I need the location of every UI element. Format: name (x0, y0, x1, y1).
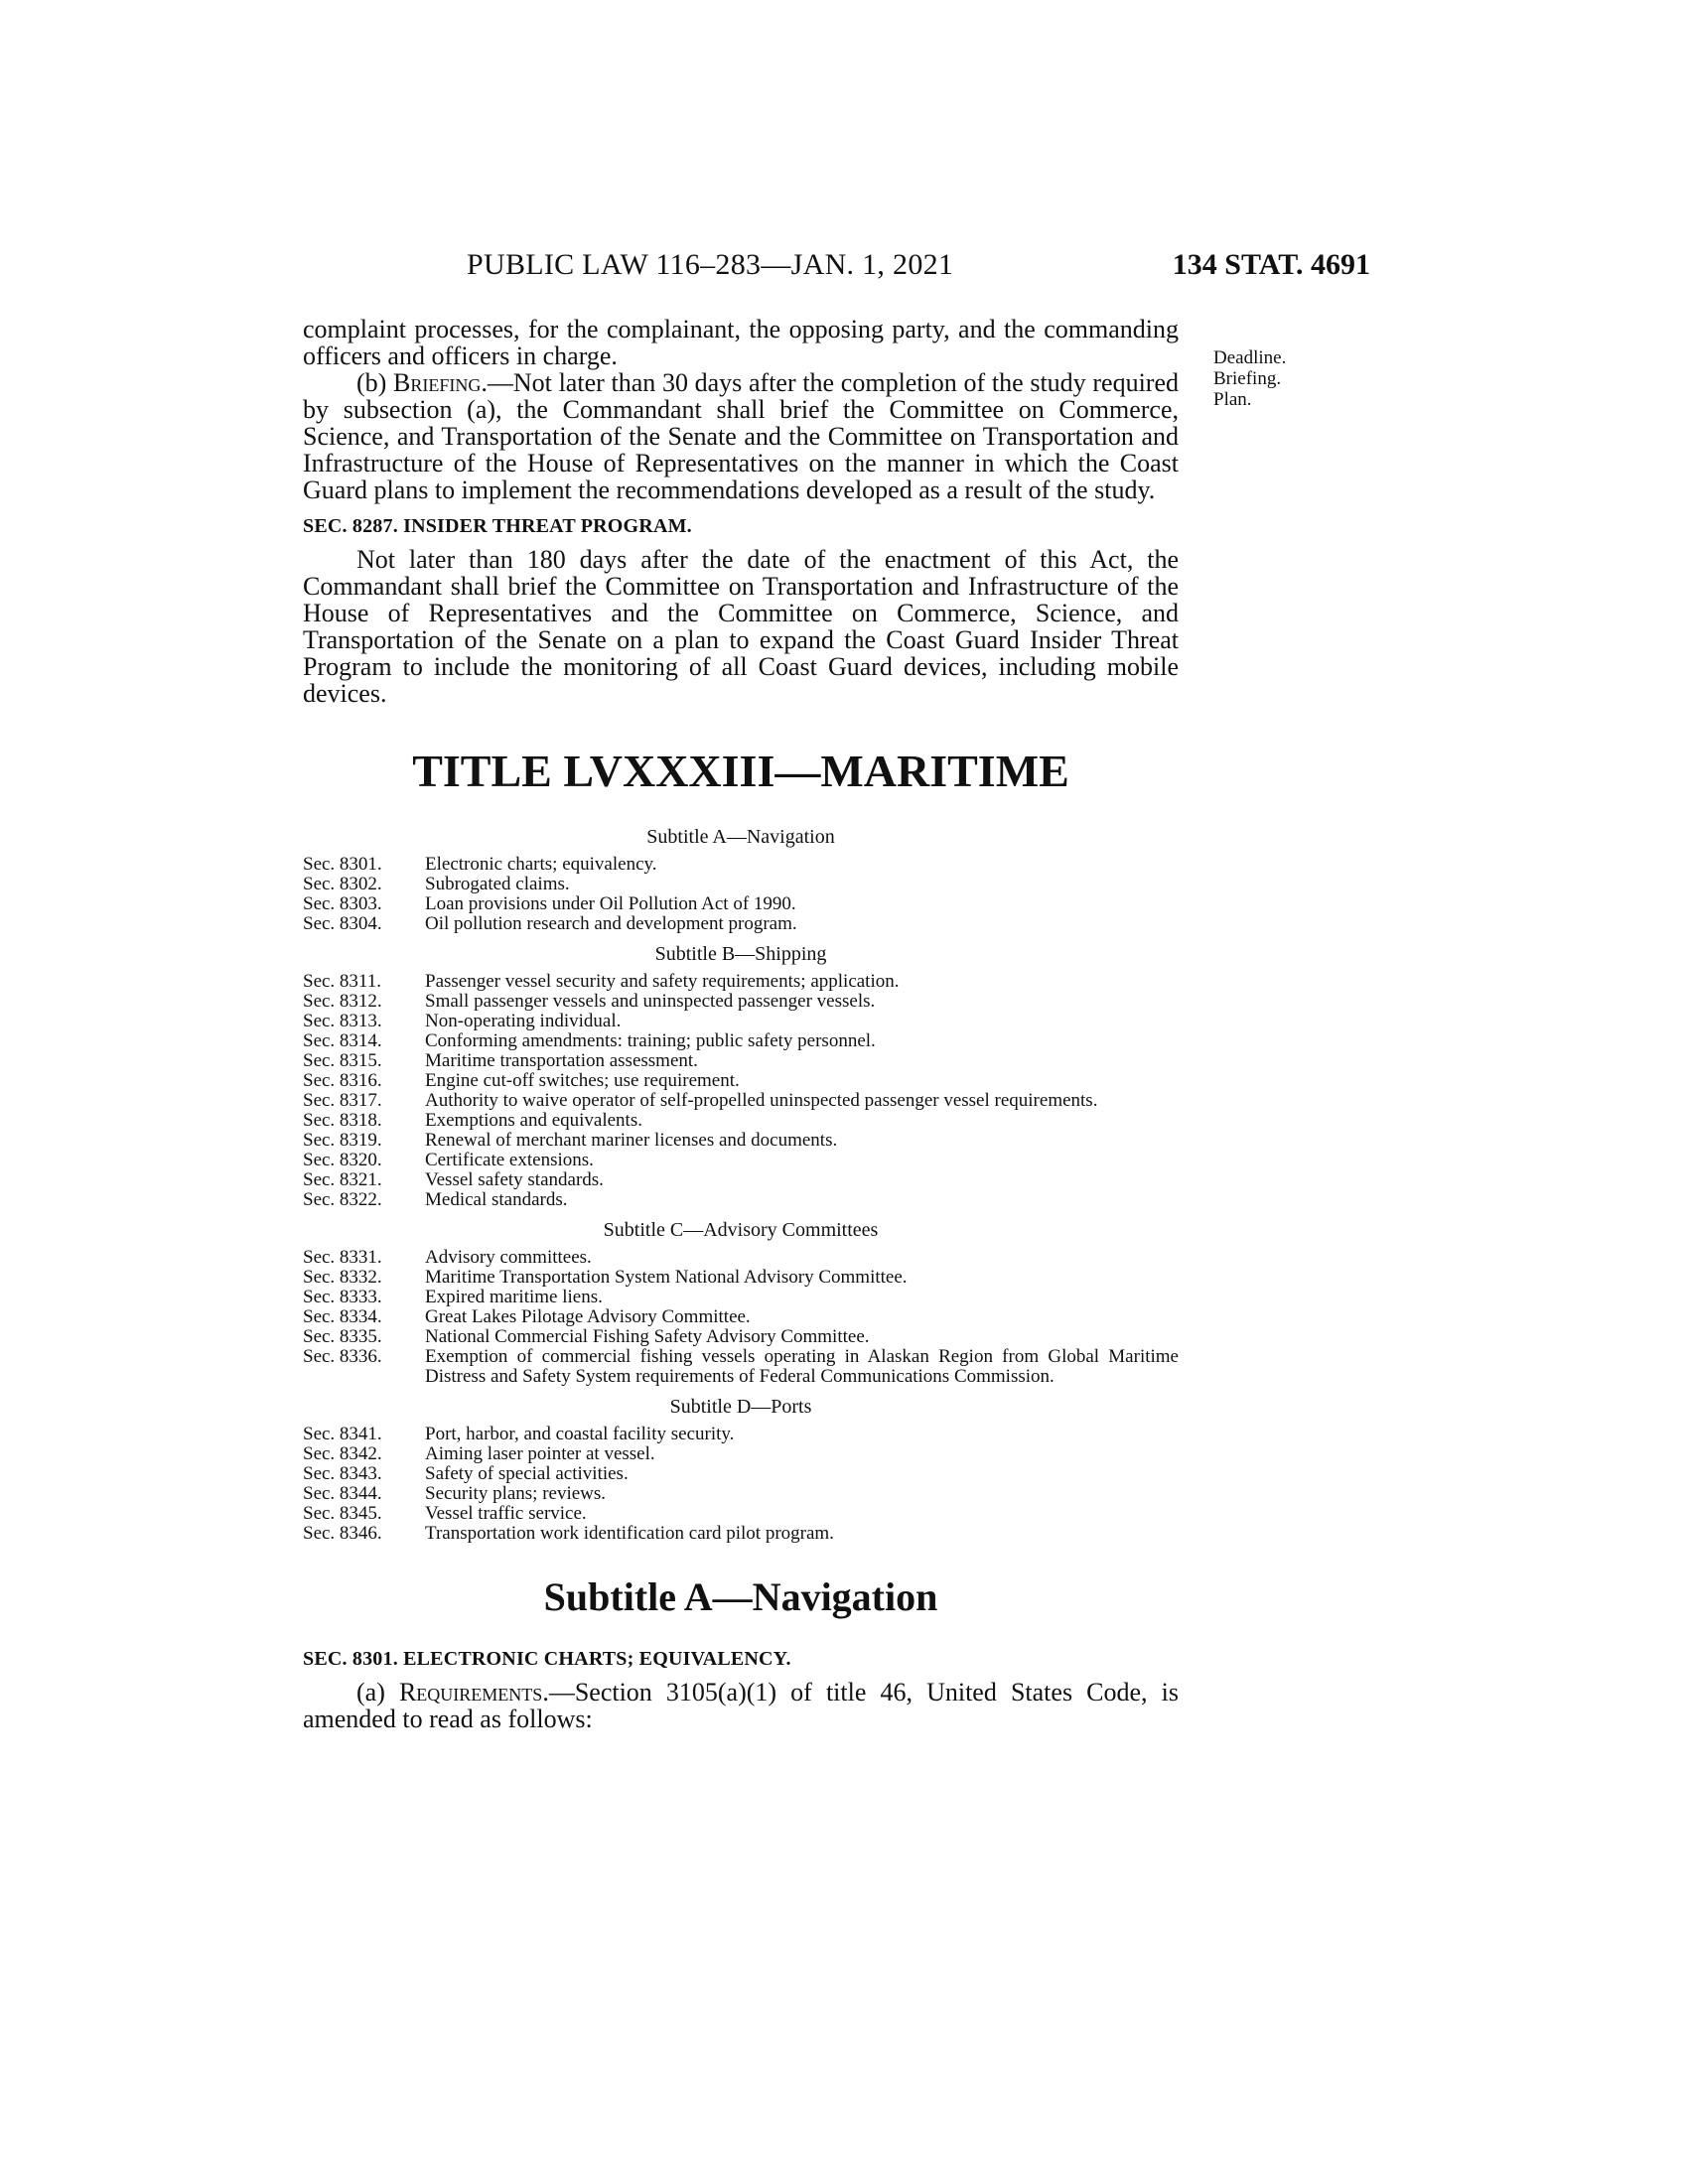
subtitle-heading: Subtitle A—Navigation (543, 1574, 938, 1619)
toc-section-title: Exemption of commercial fishing vessels operating in Alaskan Region from Global Maritime Distress and Safety System requirements of Federal Communications Commission. (425, 1346, 1179, 1387)
toc-section-number: Sec. 8334. (303, 1306, 382, 1327)
toc-subtitle-heading: Subtitle C—Advisory Committees (603, 1219, 879, 1241)
toc-section-title: Medical standards. (425, 1189, 568, 1210)
toc-section-title: Non-operating individual. (425, 1011, 622, 1031)
section-heading: SEC. 8287. INSIDER THREAT PROGRAM. (303, 515, 692, 537)
margin-notes (1213, 347, 1286, 410)
toc-section-number: Sec. 8315. (303, 1050, 382, 1071)
toc-section-title: Aiming laser pointer at vessel. (425, 1443, 655, 1464)
title-heading: TITLE LVXXXIII—MARITIME (412, 746, 1069, 796)
subsection-label: (b) (356, 368, 394, 397)
toc-item (303, 1170, 1179, 1190)
subsection-text: .—Not later than 30 days after the completion of the study required by subsection (a), the Commandant shall brief the Committee on Commerce, Science, and Transportation of the Senate and the Committee on Transportation and Infrastructure of the House of Representatives on the manner in which the Coast Guard plans to implement the recommendations developed as a result of the study. (303, 368, 1179, 504)
toc-item (303, 1504, 1179, 1524)
toc-section-title: Advisory committees. (425, 1247, 592, 1268)
toc-subtitle-heading: Subtitle D—Ports (669, 1396, 812, 1418)
toc-section-number: Sec. 8319. (303, 1130, 382, 1151)
toc-section-number: Sec. 8332. (303, 1267, 382, 1288)
section-paragraph: Not later than 180 days after the date of the enactment of this Act, the Commandant shall brief the Committee on Transportation and Infrastructure of the House of Representatives and the Committee on Commerce, Science, and Transportation of the Senate on a plan to expand the Coast Guard Insider Threat Program to include the monitoring of all Coast Guard devices, including mobile devices. (303, 545, 1179, 708)
subsection-label: (a) (356, 1678, 399, 1706)
toc-item (303, 1190, 1179, 1210)
toc-section-title: Safety of special activities. (425, 1463, 629, 1484)
toc-section-title: Conforming amendments: training; public safety personnel. (425, 1030, 876, 1051)
toc-item (303, 1131, 1179, 1151)
toc-item (303, 1091, 1179, 1111)
margin-note: Briefing. (1213, 368, 1282, 389)
toc-item (303, 1288, 1179, 1307)
toc-section-number: Sec. 8304. (303, 913, 382, 934)
toc-section-title: Electronic charts; equivalency. (425, 854, 657, 875)
toc-item (303, 1524, 1179, 1544)
toc-section-number: Sec. 8342. (303, 1443, 382, 1464)
toc-section-number: Sec. 8320. (303, 1150, 382, 1170)
toc-section-title: Engine cut-off switches; use requirement. (425, 1070, 740, 1091)
toc-item (303, 1012, 1179, 1031)
toc-item (303, 992, 1179, 1012)
toc-section-number: Sec. 8341. (303, 1424, 382, 1444)
toc-section-title: Loan provisions under Oil Pollution Act of 1990. (425, 893, 796, 914)
toc-section-number: Sec. 8321. (303, 1169, 382, 1190)
subsection-heading: Requirements (398, 1678, 543, 1706)
section-heading: SEC. 8301. ELECTRONIC CHARTS; EQUIVALENCY. (303, 1648, 791, 1670)
toc-section-number: Sec. 8314. (303, 1030, 382, 1051)
continued-paragraph: complaint processes, for the complainant, the opposing party, and the commanding officers and officers in charge. (303, 315, 1179, 370)
toc-section-title: Port, harbor, and coastal facility security. (425, 1424, 735, 1444)
toc-item (303, 894, 1179, 914)
toc-item (303, 1425, 1179, 1444)
toc-section-title: Expired maritime liens. (425, 1287, 603, 1307)
toc-group (303, 972, 1179, 1210)
toc-section-number: Sec. 8318. (303, 1110, 382, 1131)
toc-item (303, 1248, 1179, 1268)
toc-item (303, 855, 1179, 875)
toc-item (303, 1307, 1179, 1327)
toc-section-title: Security plans; reviews. (425, 1483, 607, 1504)
toc-section-number: Sec. 8333. (303, 1287, 382, 1307)
toc-item (303, 875, 1179, 894)
header-stat-page: 134 STAT. 4691 (1172, 248, 1370, 281)
toc-section-number: Sec. 8345. (303, 1503, 382, 1524)
toc-item (303, 1268, 1179, 1288)
toc-item (303, 1151, 1179, 1170)
toc-item (303, 1051, 1179, 1071)
toc-section-number: Sec. 8312. (303, 991, 382, 1012)
toc-item (303, 1031, 1179, 1051)
toc-section-title: Exemptions and equivalents. (425, 1110, 642, 1131)
toc-item (303, 1327, 1179, 1347)
toc-section-number: Sec. 8301. (303, 854, 382, 875)
header-citation: PUBLIC LAW 116–283—JAN. 1, 2021 (467, 248, 954, 281)
toc-item (303, 1071, 1179, 1091)
running-header (298, 248, 1370, 288)
toc-section-number: Sec. 8344. (303, 1483, 382, 1504)
toc-section-title: Maritime transportation assessment. (425, 1050, 698, 1071)
toc-section-number: Sec. 8317. (303, 1090, 382, 1111)
toc-item (303, 914, 1179, 934)
toc-section-title: Vessel safety standards. (425, 1169, 604, 1190)
toc-section-number: Sec. 8346. (303, 1523, 382, 1544)
toc-section-title: Oil pollution research and development program. (425, 913, 797, 934)
toc-section-number: Sec. 8302. (303, 874, 382, 894)
subsection-heading: Briefing (393, 368, 482, 397)
table-of-contents (303, 827, 1179, 1544)
toc-section-number: Sec. 8316. (303, 1070, 382, 1091)
toc-section-title: National Commercial Fishing Safety Advisory Committee. (425, 1326, 870, 1347)
toc-section-number: Sec. 8336. (303, 1346, 382, 1367)
toc-section-number: Sec. 8331. (303, 1247, 382, 1268)
toc-item (303, 1347, 1179, 1387)
toc-section-number: Sec. 8303. (303, 893, 382, 914)
toc-item (303, 1444, 1179, 1464)
toc-item (303, 1484, 1179, 1504)
toc-group (303, 1425, 1179, 1544)
toc-section-number: Sec. 8335. (303, 1326, 382, 1347)
toc-section-number: Sec. 8311. (303, 971, 381, 992)
toc-section-title: Vessel traffic service. (425, 1503, 587, 1524)
toc-section-title: Small passenger vessels and uninspected passenger vessels. (425, 991, 876, 1012)
toc-group (303, 1248, 1179, 1387)
subsection-text: .—Section 3105(a)(1) of title 46, United States Code, is amended to read as follows: (303, 1678, 1179, 1733)
toc-section-title: Renewal of merchant mariner licenses and documents. (425, 1130, 838, 1151)
toc-section-title: Authority to waive operator of self-propelled uninspected passenger vessel requirements. (425, 1090, 1098, 1111)
toc-section-title: Great Lakes Pilotage Advisory Committee. (425, 1306, 751, 1327)
margin-note: Plan. (1213, 389, 1252, 410)
toc-item (303, 1111, 1179, 1131)
toc-section-title: Passenger vessel security and safety requirements; application. (425, 971, 900, 992)
toc-section-title: Subrogated claims. (425, 874, 570, 894)
toc-section-number: Sec. 8313. (303, 1011, 382, 1031)
toc-section-title: Maritime Transportation System National Advisory Committee. (425, 1267, 908, 1288)
toc-section-number: Sec. 8343. (303, 1463, 382, 1484)
toc-section-title: Certificate extensions. (425, 1150, 594, 1170)
toc-group (303, 855, 1179, 934)
briefing-paragraph (303, 369, 1179, 503)
section-paragraph (303, 1679, 1179, 1732)
toc-subtitle-heading: Subtitle B—Shipping (654, 943, 827, 965)
toc-item (303, 972, 1179, 992)
page-body (303, 316, 1179, 1732)
margin-note: Deadline. (1213, 347, 1287, 368)
toc-section-number: Sec. 8322. (303, 1189, 382, 1210)
toc-section-title: Transportation work identification card pilot program. (425, 1523, 834, 1544)
toc-item (303, 1464, 1179, 1484)
toc-subtitle-heading: Subtitle A—Navigation (646, 826, 835, 848)
